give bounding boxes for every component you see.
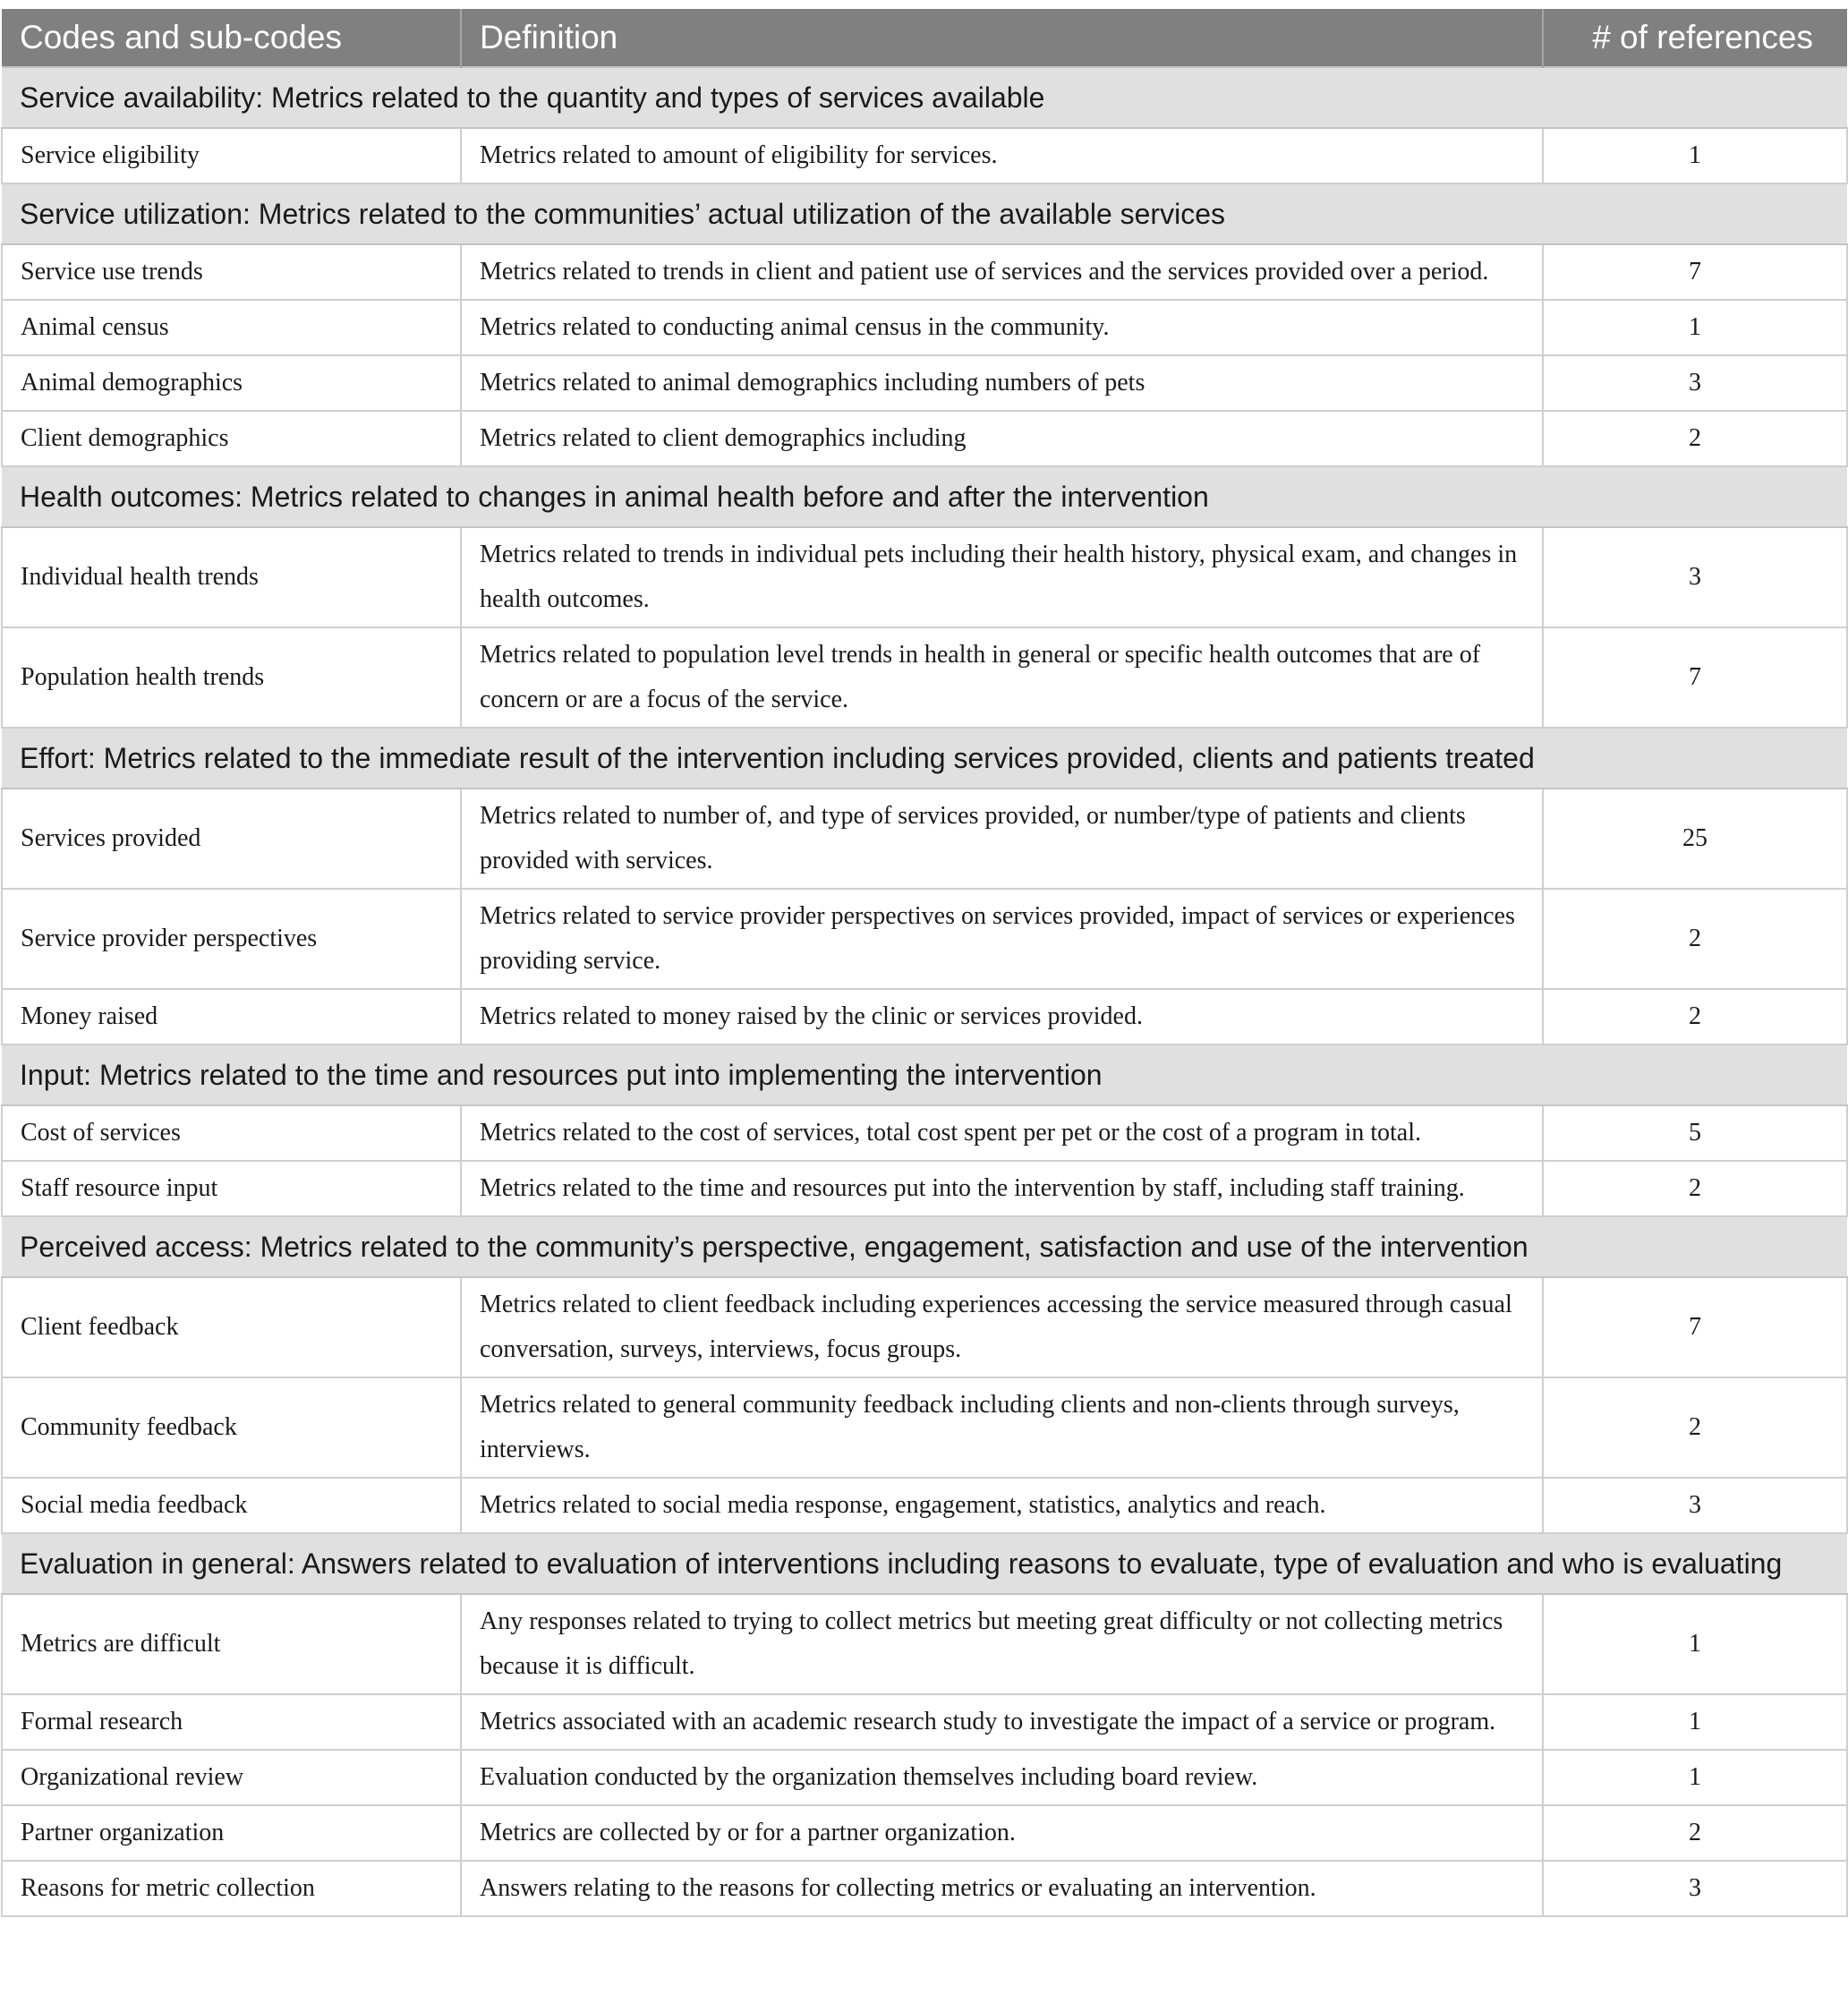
- references-cell: 7: [1543, 244, 1847, 300]
- section-title: Perceived access: Metrics related to the community’s perspective, engagement, satisfaction and use of the intervention: [2, 1216, 1847, 1277]
- table-row: [2, 889, 1847, 989]
- table-row: [2, 300, 1847, 355]
- references-cell: 3: [1543, 1478, 1847, 1533]
- definition-cell: Metrics related to money raised by the clinic or services provided.: [461, 989, 1543, 1044]
- code-cell: Community feedback: [2, 1377, 461, 1478]
- table-body: [2, 67, 1847, 1916]
- references-cell: 3: [1543, 355, 1847, 411]
- section-row: [2, 183, 1847, 244]
- code-cell: Staff resource input: [2, 1161, 461, 1216]
- definition-cell: Metrics associated with an academic research study to investigate the impact of a service or program.: [461, 1694, 1543, 1750]
- definition-cell: Metrics related to number of, and type of services provided, or number/type of patients and clients provided with services.: [461, 789, 1543, 889]
- section-title: Health outcomes: Metrics related to changes in animal health before and after the intervention: [2, 466, 1847, 527]
- references-cell: 2: [1543, 1805, 1847, 1861]
- code-cell: Animal demographics: [2, 355, 461, 411]
- definition-cell: Evaluation conducted by the organization themselves including board review.: [461, 1750, 1543, 1805]
- definition-cell: Metrics related to general community feedback including clients and non-clients through surveys, interviews.: [461, 1377, 1543, 1478]
- definition-cell: Metrics related to trends in individual pets including their health history, physical exam, and changes in health outcomes.: [461, 527, 1543, 627]
- section-title: Input: Metrics related to the time and resources put into implementing the intervention: [2, 1044, 1847, 1105]
- code-cell: Organizational review: [2, 1750, 461, 1805]
- references-cell: 2: [1543, 889, 1847, 989]
- table-row: [2, 989, 1847, 1044]
- references-cell: 2: [1543, 989, 1847, 1044]
- code-cell: Client demographics: [2, 411, 461, 466]
- table-row: [2, 244, 1847, 300]
- definition-cell: Answers relating to the reasons for collecting metrics or evaluating an intervention.: [461, 1861, 1543, 1916]
- definition-cell: Metrics related to social media response, engagement, statistics, analytics and reach.: [461, 1478, 1543, 1533]
- section-row: [2, 1533, 1847, 1594]
- references-cell: 7: [1543, 627, 1847, 728]
- references-cell: 3: [1543, 527, 1847, 627]
- code-cell: Reasons for metric collection: [2, 1861, 461, 1916]
- references-cell: 3: [1543, 1861, 1847, 1916]
- table-row: [2, 355, 1847, 411]
- table-row: [2, 1750, 1847, 1805]
- definition-cell: Metrics related to the cost of services, total cost spent per pet or the cost of a program in total.: [461, 1105, 1543, 1161]
- table-row: [2, 627, 1847, 728]
- definition-cell: Metrics related to client demographics including: [461, 411, 1543, 466]
- table-row: [2, 1861, 1847, 1916]
- references-cell: 1: [1543, 300, 1847, 355]
- table-row: [2, 1105, 1847, 1161]
- table-row: [2, 1805, 1847, 1861]
- table-row: [2, 1377, 1847, 1478]
- code-cell: Service provider perspectives: [2, 889, 461, 989]
- code-cell: Services provided: [2, 789, 461, 889]
- table-row: [2, 1694, 1847, 1750]
- definition-cell: Metrics related to conducting animal census in the community.: [461, 300, 1543, 355]
- code-cell: Client feedback: [2, 1277, 461, 1377]
- definition-cell: Any responses related to trying to collect metrics but meeting great difficulty or not collecting metrics because it is difficult.: [461, 1594, 1543, 1694]
- section-title: Effort: Metrics related to the immediate result of the intervention including services provided, clients and patients treated: [2, 728, 1847, 789]
- code-cell: Social media feedback: [2, 1478, 461, 1533]
- table-row: [2, 128, 1847, 183]
- definition-cell: Metrics related to amount of eligibility for services.: [461, 128, 1543, 183]
- header-codes: Codes and sub-codes: [2, 9, 461, 67]
- table-row: [2, 527, 1847, 627]
- code-cell: Cost of services: [2, 1105, 461, 1161]
- code-cell: Metrics are difficult: [2, 1594, 461, 1694]
- header-definition: Definition: [461, 9, 1543, 67]
- section-title: Service availability: Metrics related to the quantity and types of services available: [2, 67, 1847, 128]
- references-cell: 2: [1543, 1377, 1847, 1478]
- section-title: Service utilization: Metrics related to the communities’ actual utilization of the available services: [2, 183, 1847, 244]
- definition-cell: Metrics related to service provider perspectives on services provided, impact of services or experiences providing service.: [461, 889, 1543, 989]
- table-row: [2, 1594, 1847, 1694]
- references-cell: 1: [1543, 1750, 1847, 1805]
- code-cell: Service eligibility: [2, 128, 461, 183]
- references-cell: 2: [1543, 411, 1847, 466]
- references-cell: 25: [1543, 789, 1847, 889]
- codes-table: [1, 9, 1848, 1917]
- definition-cell: Metrics related to trends in client and patient use of services and the services provided over a period.: [461, 244, 1543, 300]
- references-cell: 2: [1543, 1161, 1847, 1216]
- header-references: # of references: [1543, 9, 1847, 67]
- table-row: [2, 1277, 1847, 1377]
- header-row: [2, 9, 1847, 67]
- section-row: [2, 728, 1847, 789]
- table-row: [2, 411, 1847, 466]
- code-cell: Individual health trends: [2, 527, 461, 627]
- table-row: [2, 1478, 1847, 1533]
- references-cell: 1: [1543, 1594, 1847, 1694]
- references-cell: 5: [1543, 1105, 1847, 1161]
- definition-cell: Metrics are collected by or for a partner organization.: [461, 1805, 1543, 1861]
- section-row: [2, 67, 1847, 128]
- references-cell: 1: [1543, 1694, 1847, 1750]
- code-cell: Animal census: [2, 300, 461, 355]
- table-row: [2, 1161, 1847, 1216]
- references-cell: 1: [1543, 128, 1847, 183]
- definition-cell: Metrics related to the time and resources put into the intervention by staff, including staff training.: [461, 1161, 1543, 1216]
- section-title: Evaluation in general: Answers related to evaluation of interventions including reasons to evaluate, type of evaluation and who is evaluating: [2, 1533, 1847, 1594]
- definition-cell: Metrics related to client feedback including experiences accessing the service measured through casual conversation, surveys, interviews, focus groups.: [461, 1277, 1543, 1377]
- code-cell: Population health trends: [2, 627, 461, 728]
- definition-cell: Metrics related to population level trends in health in general or specific health outcomes that are of concern or are a focus of the service.: [461, 627, 1543, 728]
- table-row: [2, 789, 1847, 889]
- section-row: [2, 1216, 1847, 1277]
- definition-cell: Metrics related to animal demographics including numbers of pets: [461, 355, 1543, 411]
- section-row: [2, 466, 1847, 527]
- code-cell: Money raised: [2, 989, 461, 1044]
- code-cell: Service use trends: [2, 244, 461, 300]
- code-cell: Partner organization: [2, 1805, 461, 1861]
- references-cell: 7: [1543, 1277, 1847, 1377]
- section-row: [2, 1044, 1847, 1105]
- table-header: [2, 9, 1847, 67]
- code-cell: Formal research: [2, 1694, 461, 1750]
